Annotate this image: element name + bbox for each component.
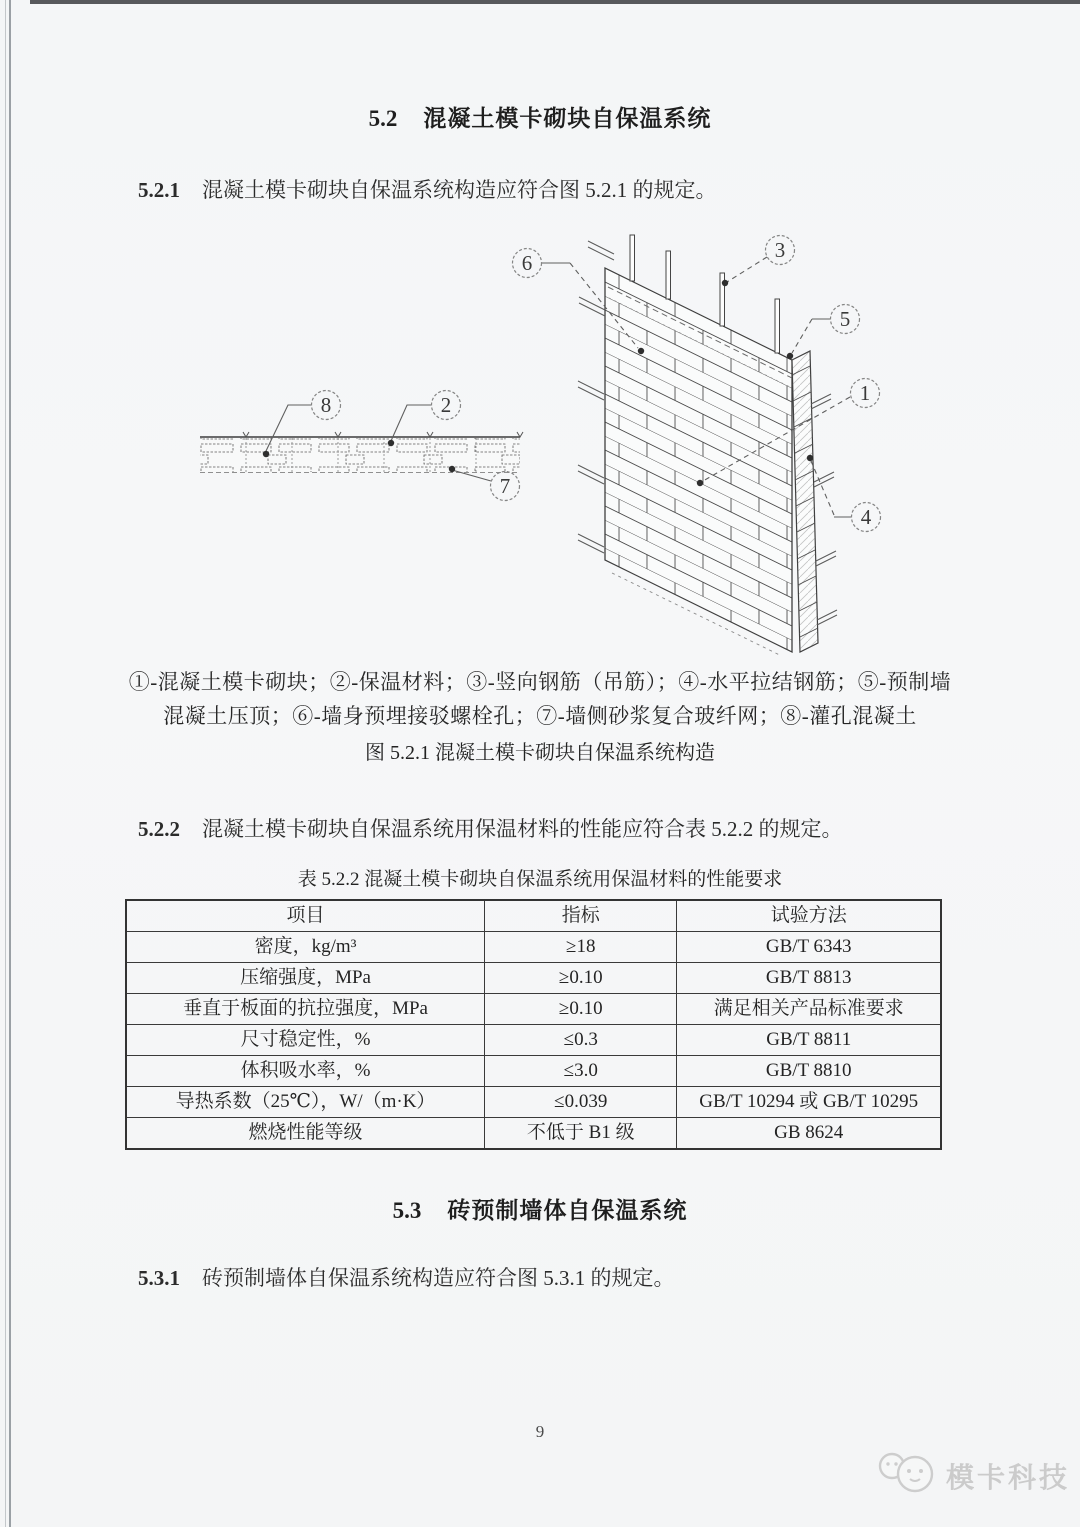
cell-method: GB/T 6343 xyxy=(677,932,941,963)
table-row xyxy=(126,1087,941,1118)
callout-3-label: 3 xyxy=(774,238,786,262)
callout-5-label: 5 xyxy=(839,307,851,331)
cell-method: GB/T 8813 xyxy=(677,963,941,994)
cell-index: ≥0.10 xyxy=(485,963,677,994)
table-row xyxy=(126,1025,941,1056)
table-row xyxy=(126,932,941,963)
table-header-row xyxy=(126,900,941,932)
section-5-2-heading xyxy=(0,100,1080,133)
clause-5-3-1-text: 砖预制墙体自保温系统构造应符合图 5.3.1 的规定。 xyxy=(202,1266,675,1290)
figure-5-2-1-diagram xyxy=(160,225,920,655)
cell-index: ≤0.039 xyxy=(485,1087,677,1118)
clause-5-3-1-number: 5.3.1 xyxy=(138,1266,180,1290)
cell-item: 密度，kg/m³ xyxy=(126,932,485,963)
clause-5-2-1-number: 5.2.1 xyxy=(138,178,180,202)
table-row xyxy=(126,1118,941,1150)
cell-index: ≥18 xyxy=(485,932,677,963)
clause-5-2-1 xyxy=(138,175,970,205)
col-header-index: 指标 xyxy=(485,900,677,932)
cell-method: GB/T 8811 xyxy=(677,1025,941,1056)
cell-index: 不低于 B1 级 xyxy=(485,1118,677,1150)
col-header-method: 试验方法 xyxy=(677,900,941,932)
cell-item: 燃烧性能等级 xyxy=(126,1118,485,1150)
clause-5-2-2-text: 混凝土模卡砌块自保温系统用保温材料的性能应符合表 5.2.2 的规定。 xyxy=(202,817,843,841)
cell-item: 尺寸稳定性，% xyxy=(126,1025,485,1056)
cell-item: 导热系数（25℃），W/（m·K） xyxy=(126,1087,485,1118)
strip-tick-marks xyxy=(243,432,523,437)
col-header-item: 项目 xyxy=(126,900,485,932)
clause-5-2-2-number: 5.2.2 xyxy=(138,817,180,841)
callout-7-label: 7 xyxy=(499,474,511,498)
section-5-2-title: 混凝土模卡砌块自保温系统 xyxy=(423,106,712,131)
figure-caption: 图 5.2.1 混凝土模卡砌块自保温系统构造 xyxy=(365,742,715,764)
cell-method: GB/T 10294 或 GB/T 10295 xyxy=(677,1087,941,1118)
cell-item: 垂直于板面的抗拉强度，MPa xyxy=(126,994,485,1025)
wall-end-column xyxy=(786,345,837,655)
section-5-3-title: 砖预制墙体自保温系统 xyxy=(447,1198,688,1223)
table-row xyxy=(126,963,941,994)
cell-item: 体积吸水率，% xyxy=(126,1056,485,1087)
cell-method: 满足相关产品标准要求 xyxy=(677,994,941,1025)
leader-3 xyxy=(727,257,767,282)
performance-table xyxy=(125,899,942,1150)
clause-5-3-1 xyxy=(138,1263,970,1293)
watermark-logo xyxy=(872,1444,1072,1504)
callout-1-label: 1 xyxy=(859,381,871,405)
section-5-2-number: 5.2 xyxy=(368,106,398,131)
callout-8-label: 8 xyxy=(320,393,332,417)
callout-4-label: 4 xyxy=(860,505,872,529)
section-5-3-heading xyxy=(0,1192,1080,1225)
plan-section-strip xyxy=(200,432,523,473)
cell-item: 压缩强度，MPa xyxy=(126,963,485,994)
table-row xyxy=(126,994,941,1025)
cell-method: GB/T 8810 xyxy=(677,1056,941,1087)
clause-5-2-2 xyxy=(138,814,970,844)
clause-5-2-1-text: 混凝土模卡砌块自保温系统构造应符合图 5.2.1 的规定。 xyxy=(202,178,717,202)
scan-edge-top xyxy=(30,0,1080,4)
figure-legend-line-2: 混凝土压顶；⑥-墙身预埋接驳螺栓孔；⑦-墙侧砂浆复合玻纤网；⑧-灌孔混凝土 xyxy=(163,704,917,728)
watermark-icon xyxy=(872,1444,942,1500)
callout-2-label: 2 xyxy=(440,393,452,417)
table-caption: 表 5.2.2 混凝土模卡砌块自保温系统用保温材料的性能要求 xyxy=(297,869,783,890)
section-5-3-number: 5.3 xyxy=(392,1198,422,1223)
cell-index: ≥0.10 xyxy=(485,994,677,1025)
leader-2 xyxy=(391,405,432,441)
table-row xyxy=(126,1056,941,1087)
brick-wall xyxy=(605,268,796,655)
watermark-text: 模卡科技 xyxy=(946,1462,1071,1493)
callout-6-label: 6 xyxy=(521,251,533,275)
cell-index: ≤3.0 xyxy=(485,1056,677,1087)
page-number: 9 xyxy=(535,1422,545,1441)
cell-index: ≤0.3 xyxy=(485,1025,677,1056)
cell-method: GB 8624 xyxy=(677,1118,941,1150)
figure-legend-line-1: ①-混凝土模卡砌块；②-保温材料；③-竖向钢筋（吊筋）；④-水平拉结钢筋；⑤-预制墙 xyxy=(128,670,952,694)
